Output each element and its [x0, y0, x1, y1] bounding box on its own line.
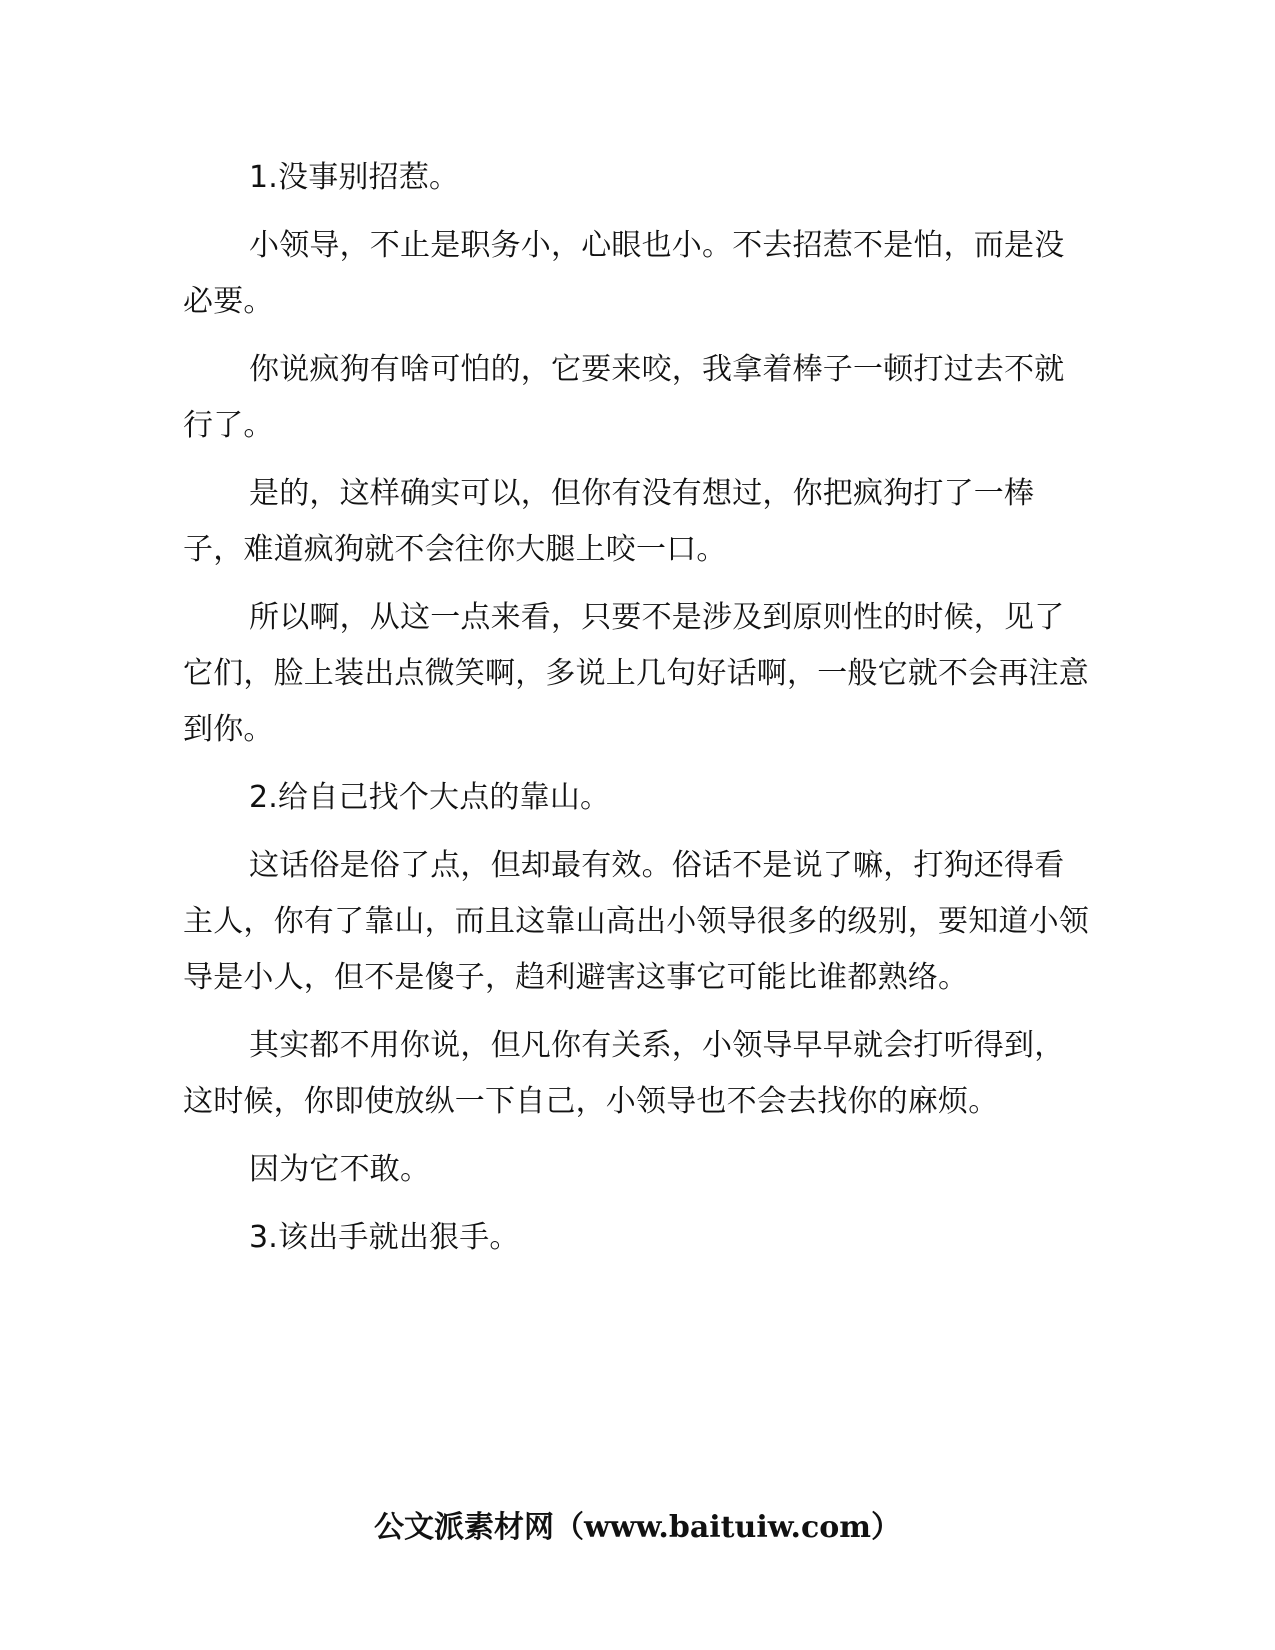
- footer-source-text: 公文派素材网（www.baituiw.com）: [373, 1510, 902, 1545]
- heading-3: 3.该出手就出狠手。: [249, 1220, 520, 1255]
- paragraph: 你说疯狗有啥可怕的，它要来咬，我拿着棒子一顿打过去不就行了。: [183, 352, 1065, 443]
- document-body: [183, 150, 1093, 1278]
- paragraph: 小领导，不止是职务小，心眼也小。不去招惹不是怕，而是没必要。: [183, 228, 1065, 319]
- paragraph: 是的，这样确实可以，但你有没有想过，你把疯狗打了一棒子，难道疯狗就不会往你大腿上咬一口。: [183, 476, 1035, 567]
- paragraph: 这话俗是俗了点，但却最有效。俗话不是说了嘛，打狗还得看主人，你有了靠山，而且这靠山高出小领导很多的级别，要知道小领导是小人，但不是傻子，趋利避害这事它可能比谁都熟络。: [183, 848, 1089, 995]
- heading-2: 2.给自己找个大点的靠山。: [249, 780, 611, 815]
- paragraph: 其实都不用你说，但凡你有关系，小领导早早就会打听得到，这时候，你即使放纵一下自己，小领导也不会去找你的麻烦。: [183, 1028, 1065, 1119]
- paragraph: 所以啊，从这一点来看，只要不是涉及到原则性的时候，见了它们，脸上装出点微笑啊，多说上几句好话啊，一般它就不会再注意到你。: [183, 600, 1089, 747]
- heading-1: 1.没事别招惹。: [249, 160, 460, 195]
- paragraph: 因为它不敢。: [249, 1152, 431, 1187]
